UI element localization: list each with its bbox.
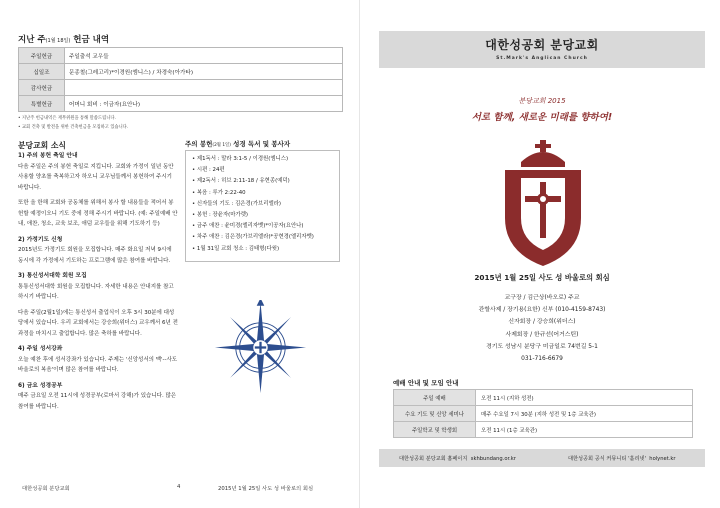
left-footer-name: 대한성공회 분당교회 bbox=[22, 486, 70, 492]
left-footer-date: 2015년 1월 25일 사도 성 바울로의 회심 bbox=[218, 486, 314, 492]
homepage-link[interactable]: 대한성공회 분당교회 홈페이지 skhbundang.or.kr bbox=[399, 456, 516, 462]
table-row: 감사헌금 bbox=[19, 80, 343, 96]
worship-table bbox=[393, 389, 693, 438]
church-english-name: St.Mark's Anglican Church bbox=[496, 56, 588, 61]
table-row: 주일 예배 오전 11시 (지하 성전) bbox=[394, 390, 693, 406]
list-item: • 시편 : 24편 bbox=[192, 167, 225, 174]
list-item: • 제2독서 : 히브 2:11-18 / 유현종(예덕) bbox=[192, 178, 290, 185]
slogan-year: 분당교회 2015 bbox=[518, 97, 566, 105]
news-list: 1) 주의 봉헌 축일 안내 다음 주일은 주의 봉헌 축일로 지킵니다. 교회와 가정이 일년 동안 사용할 양초를 축복하고자 하오니 교우님들께서 봉헌하여 주시기 바랍니다. 또한 올 한해 교회와 공동체를 위해서 봉사 할 내용들을 적어서 봉헌할 예정이오니 기도 중에 정해 주시기 바랍니다. (예: 주일예배 안내, 애찬, 청소, 교육 보조, 애덤 교우들을 위해 기도하기 등) 2) 가정기도 신청 2015년도 가정기도 회원을 모집합니다. 매주 화요일 저녁 9시에 동시에 각 가정에서 기도하는 프로그램에 많은 참여를 바랍니다. 3) 통신성서대학 회원 모집 통통신성서대학 회원을 모집합니다. 자세한 내용은 안내지를 참고하시기 바랍니다. 다음 주일(2월1일)에는 통신성서 출업식이 오후 3시 30분에 대성당에서 있습니다. 우리 교회에서는 강승희(위더스) 교우께서 6년 전 과정을 마치시고 출업합니다. 많은 축하를 바랍니다. 4) 주일 성서강좌 오늘 예찬 후에 성서강좌가 있습니다. 주제는 '신앙성서의 맥'--사도 바울로의 복음'이며 많은 참여를 바랍니다. 6) 금요 성경공부 매주 금요일 오전 11시에 성경공부(로마서 강해)가 있습니다. 많은 참여를 바랍니다. bbox=[18, 153, 178, 410]
list-item: • 봉헌 : 장윤자(마가렛) bbox=[192, 212, 249, 219]
anglican-church-of-korea-seal bbox=[497, 140, 589, 268]
table-row: 수요 기도 및 신앙 세미나 매주 수요일 7시 30분 (지하 성전 및 1층 교육관) bbox=[394, 406, 693, 422]
list-item: • 신자들의 기도 : 김은경(가브리엘라) bbox=[192, 200, 281, 207]
news-title: 분당교회 소식 bbox=[18, 141, 66, 150]
list-item: • 차주 애찬 : 김은경(가브리엘라)*공현경(엘리자벳) bbox=[192, 234, 314, 241]
page-number: 4 bbox=[177, 484, 181, 490]
offering-notes: • 지난주 헌금내역은 재무위원을 통해 말씀드립니다. • 교회 건축 및 발전을 위한 건축헌금을 모집하고 있습니다. bbox=[18, 116, 129, 130]
list-item: • 금주 애찬 : 윤미경(엘리자벳)*이공자(요안나) bbox=[192, 223, 304, 230]
list-item: • 1월 31일 교회 청소 : 김태형(다윗) bbox=[192, 245, 280, 252]
offering-title: 지난 주(1월 18일) 헌금 내역 bbox=[18, 35, 110, 45]
table-row: 주일헌금 주일출석 교우들 bbox=[19, 48, 343, 64]
scripture-box bbox=[185, 150, 340, 262]
table-row: 십일조 문종철(그레고리)*이경원(엠니스) / 차경숙(아가타) bbox=[19, 64, 343, 80]
worship-title: 예배 안내 및 모임 안내 bbox=[393, 379, 459, 387]
compass-rose-logo bbox=[213, 300, 308, 395]
scripture-title: 주의 봉헌(2월 1일) 성경 독서 및 봉사자 bbox=[185, 140, 291, 148]
clergy-info: 교구장 / 김근상(바오로) 주교 관할사제 / 장기용(요한) 신부 (010-4159-8743) 신자회장 / 강승희(위더스) 사제회장 / 한규선(어거스틴) 경기도 성남시 분당구 미금일로 74번길 5-1 031-716-6679 bbox=[478, 295, 606, 363]
church-name: 대한성공회 분당교회 bbox=[485, 38, 599, 52]
cover-date: 2015년 1월 25일 사도 성 바울로의 회심 bbox=[474, 273, 610, 282]
holynet-link[interactable]: 대한성공회 공식 커뮤니티 '홀리넷' holynet.kr bbox=[568, 456, 676, 462]
list-item: • 복음 : 루가 2:22-40 bbox=[192, 189, 246, 196]
table-row: 특별헌금 어머니 회비 : 이금자(요안나) bbox=[19, 96, 343, 112]
slogan: 서로 함께, 새로운 미래를 향하여! bbox=[471, 112, 613, 123]
table-row: 주일학교 및 학생회 오전 11시 (1층 교육관) bbox=[394, 422, 693, 438]
page-fold bbox=[359, 0, 360, 508]
list-item: • 제1독서 : 말라 3:1-5 / 이경원(엠니스) bbox=[192, 156, 289, 162]
offering-table bbox=[18, 47, 343, 112]
